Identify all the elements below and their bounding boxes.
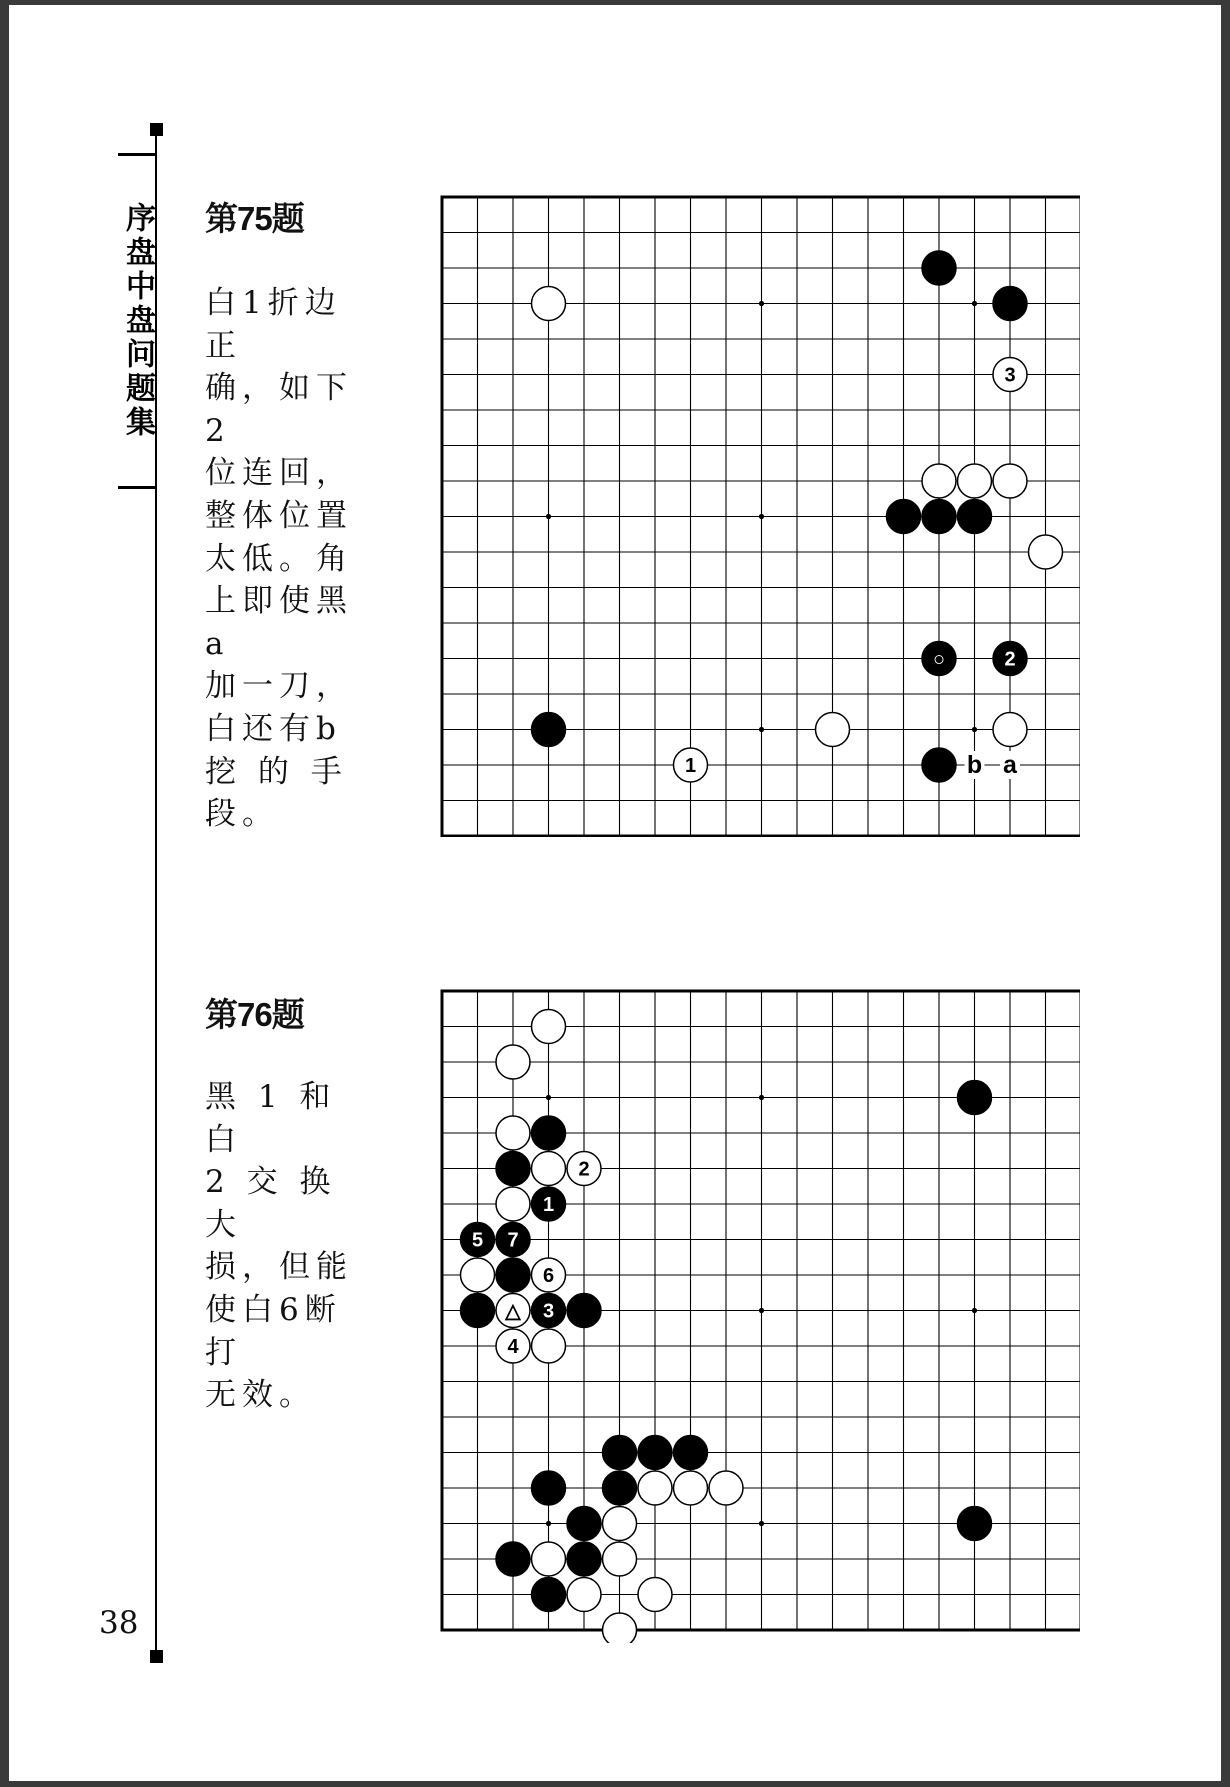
white-stone	[993, 358, 1027, 392]
book-page	[9, 5, 1221, 1781]
white-stone	[958, 464, 992, 498]
black-stone	[603, 1471, 637, 1505]
black-stone	[638, 1436, 672, 1470]
white-stone	[709, 1471, 743, 1505]
black-stone	[887, 500, 921, 534]
chapter-title: 序盘中盘问题集	[120, 202, 155, 440]
stone-label: 2	[1004, 648, 1016, 671]
rule-bottom-square	[150, 1650, 163, 1663]
white-stone	[567, 1152, 601, 1186]
problem-76-description: 黑 1 和 白 2 交 换 大 损，但能 使白6断打 无效。	[205, 1079, 353, 1414]
black-stone	[603, 1436, 637, 1470]
stone-label: 5	[471, 1229, 484, 1252]
black-stone	[461, 1294, 495, 1328]
white-stone	[532, 1010, 566, 1044]
white-stone	[496, 1116, 530, 1150]
white-stone	[603, 1613, 637, 1643]
white-stone	[532, 287, 566, 321]
stone-label: 3	[1004, 364, 1016, 387]
black-stone	[567, 1542, 601, 1576]
white-stone	[603, 1542, 637, 1576]
black-stone	[496, 1152, 530, 1186]
black-stone	[496, 1542, 530, 1576]
black-stone	[993, 642, 1027, 676]
problem-76-go-board	[430, 983, 1080, 1643]
white-stone	[993, 713, 1027, 747]
hoshi-point	[759, 1095, 764, 1100]
white-stone	[922, 464, 956, 498]
stone-label: 2	[578, 1158, 590, 1181]
black-stone	[532, 713, 566, 747]
black-stone	[993, 287, 1027, 321]
black-stone	[922, 251, 956, 285]
white-stone	[638, 1471, 672, 1505]
white-stone	[674, 748, 708, 782]
stone-label: 4	[507, 1336, 519, 1358]
black-stone	[958, 500, 992, 534]
hoshi-point	[972, 1308, 977, 1313]
black-stone	[922, 748, 956, 782]
problem-75-title: 第75题	[205, 200, 304, 237]
hoshi-point	[972, 727, 977, 732]
stone-label: △	[505, 1300, 521, 1323]
stone-label: 6	[542, 1265, 555, 1287]
hoshi-point	[546, 514, 551, 519]
black-stone	[532, 1116, 566, 1150]
white-stone	[496, 1045, 530, 1079]
white-stone	[532, 1152, 566, 1186]
hoshi-point	[759, 1521, 764, 1526]
chapter-bar-top	[118, 153, 156, 156]
white-stone	[496, 1329, 530, 1363]
white-stone	[816, 713, 850, 747]
black-stone	[922, 642, 956, 676]
hoshi-point	[759, 514, 764, 519]
black-stone	[496, 1258, 530, 1292]
white-stone	[603, 1507, 637, 1541]
white-stone	[674, 1471, 708, 1505]
point-letter: b	[966, 751, 983, 779]
black-stone	[532, 1294, 566, 1328]
hoshi-point	[759, 727, 764, 732]
white-stone	[638, 1578, 672, 1612]
black-stone	[532, 1578, 566, 1612]
hoshi-point	[759, 1308, 764, 1313]
black-stone	[674, 1436, 708, 1470]
white-stone	[532, 1258, 566, 1292]
stone-label: 7	[507, 1229, 519, 1252]
white-stone	[496, 1294, 530, 1328]
stone-label: 1	[542, 1194, 555, 1216]
stone-label: 3	[542, 1300, 555, 1323]
black-stone	[922, 500, 956, 534]
stone-label: 1	[684, 755, 697, 777]
stone-label: ○	[932, 648, 946, 671]
white-stone	[567, 1578, 601, 1612]
problem-75-description: 白1折边正 确，如下2 位连回， 整体位置 太低。角 上即使黑a 加一刀， 白还有b 挖 的 手 段。	[205, 285, 353, 833]
hoshi-point	[546, 1521, 551, 1526]
hoshi-point	[972, 301, 977, 306]
black-stone	[567, 1507, 601, 1541]
white-stone	[1029, 535, 1063, 569]
chapter-bar-bottom	[118, 486, 156, 489]
white-stone	[993, 464, 1027, 498]
black-stone	[567, 1294, 601, 1328]
black-stone	[958, 1081, 992, 1115]
black-stone	[496, 1223, 530, 1257]
page-number: 38	[99, 1605, 139, 1641]
hoshi-point	[759, 301, 764, 306]
white-stone	[532, 1329, 566, 1363]
white-stone	[496, 1187, 530, 1221]
point-letter: a	[1003, 751, 1017, 779]
white-stone	[461, 1258, 495, 1292]
white-stone	[532, 1542, 566, 1576]
chapter-heading	[116, 153, 158, 489]
black-stone	[958, 1507, 992, 1541]
problem-75-go-board	[430, 189, 1080, 837]
hoshi-point	[546, 1095, 551, 1100]
black-stone	[532, 1471, 566, 1505]
problem-76-title: 第76题	[205, 996, 304, 1033]
black-stone	[461, 1223, 495, 1257]
black-stone	[532, 1187, 566, 1221]
